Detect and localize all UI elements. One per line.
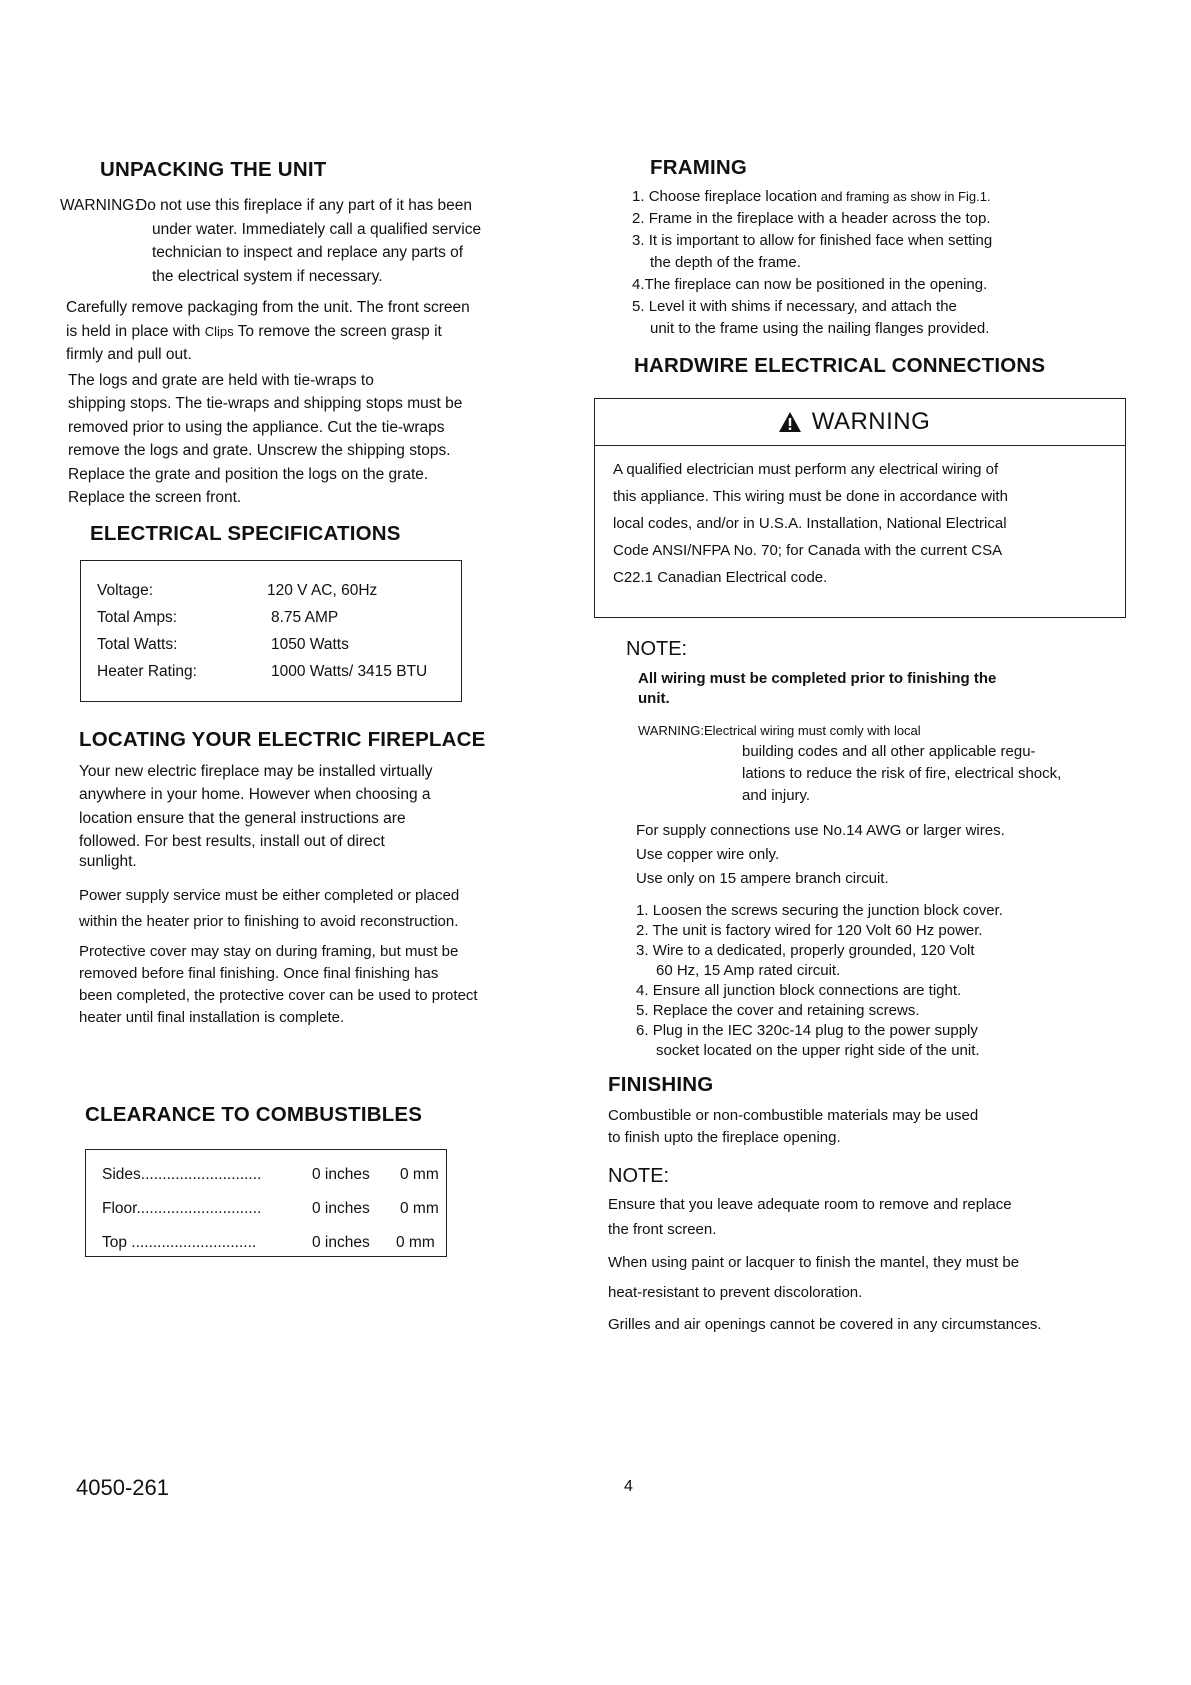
text-line: remove the logs and grate. Unscrew the shipping stops. xyxy=(68,442,451,459)
step-number: 2. xyxy=(636,922,649,939)
wiring-step-cont: socket located on the upper right side of the unit. xyxy=(656,1042,980,1059)
step-number: 4. xyxy=(632,276,645,293)
step-text: It is important to allow for finished face when setting xyxy=(648,232,993,249)
spec-value: 120 V AC, 60Hz xyxy=(267,581,378,599)
note-bold xyxy=(638,669,1131,709)
finishing-paragraph-3 xyxy=(608,1248,1131,1308)
text-line: A qualified electrician must perform any electrical wiring of xyxy=(613,461,999,478)
text-line: and injury. xyxy=(742,787,811,804)
text-line: Code ANSI/NFPA No. 70; for Canada with the current CSA xyxy=(613,542,1003,559)
wiring-step xyxy=(636,921,1131,941)
text-line: Your new electric fireplace may be installed virtually xyxy=(79,762,433,780)
locating-paragraph-2 xyxy=(79,883,580,935)
text-line: heat-resistant to prevent discoloration. xyxy=(608,1284,863,1301)
clearance-label: Sides............................ xyxy=(102,1166,262,1183)
spec-label: Heater Rating: xyxy=(97,662,197,680)
right-column xyxy=(586,158,1131,1340)
text-line: Power supply service must be either completed or placed xyxy=(79,887,460,904)
unpacking-heading: UNPACKING THE UNIT xyxy=(100,158,327,181)
text-line: location ensure that the general instructions are xyxy=(79,809,406,827)
finishing-paragraph-2 xyxy=(608,1192,1131,1242)
step-text: Replace the cover and retaining screws. xyxy=(652,1002,920,1019)
step-number: 6. xyxy=(636,1022,649,1039)
text-line: removed before final finishing. Once final finishing has xyxy=(79,965,439,982)
wiring-step xyxy=(636,981,1131,1001)
wiring-step xyxy=(636,901,1131,921)
warning-body xyxy=(595,446,1125,591)
clearance-mm: 0 mm xyxy=(400,1200,439,1217)
text-line: the front screen. xyxy=(608,1221,717,1238)
step-number: 3. xyxy=(636,942,649,959)
text-line: firmly and pull out. xyxy=(66,346,192,363)
warning-line: Do not use this fireplace if any part of it has been xyxy=(136,197,473,214)
finishing-heading: FINISHING xyxy=(608,1073,714,1096)
document-number: 4050-261 xyxy=(76,1475,169,1500)
warning-box xyxy=(594,398,1126,618)
left-column xyxy=(60,158,580,1257)
locating-paragraph-1 xyxy=(79,760,580,874)
spec-row xyxy=(97,604,461,631)
step-number: 2. xyxy=(632,210,645,227)
text-segment: To remove the screen grasp it xyxy=(233,322,442,340)
spec-label: Total Watts: xyxy=(97,635,178,653)
finishing-paragraph-1 xyxy=(608,1105,1131,1149)
text-line: All wiring must be completed prior to finishing the xyxy=(638,670,997,687)
warning-line: the electrical system if necessary. xyxy=(152,267,383,285)
text-line: removed prior to using the appliance. Cut the tie-wraps xyxy=(68,418,445,436)
spec-row xyxy=(97,577,461,604)
wiring-step xyxy=(636,1001,1131,1021)
step-text: Wire to a dedicated, properly grounded, 120 Volt xyxy=(652,942,975,959)
unpacking-paragraph-2 xyxy=(68,369,580,510)
spec-value: 1050 Watts xyxy=(271,635,349,653)
text-line: Ensure that you leave adequate room to remove and replace xyxy=(608,1196,1012,1213)
text-line: Replace the grate and position the logs on the grate. xyxy=(68,465,429,483)
spec-value: 8.75 AMP xyxy=(271,608,339,626)
framing-list xyxy=(632,186,1131,340)
clearance-row xyxy=(102,1226,446,1260)
locating-heading: LOCATING YOUR ELECTRIC FIREPLACE xyxy=(79,727,486,751)
step-text: Ensure all junction block connections are tight. xyxy=(652,982,962,999)
spec-row xyxy=(97,631,461,658)
step-number: 5. xyxy=(636,1002,649,1019)
clips-word: Clips xyxy=(204,323,234,339)
step-text: Choose fireplace location xyxy=(648,188,818,205)
step-number: 1. xyxy=(636,902,649,919)
electrical-warning xyxy=(638,721,1131,807)
clearance-mm: 0 mm xyxy=(400,1166,439,1183)
clearance-inches: 0 inches xyxy=(312,1166,370,1183)
text-line: Use copper wire only. xyxy=(636,846,780,863)
text-line: Use only on 15 ampere branch circuit. xyxy=(636,870,889,887)
text-line: The logs and grate are held with tie-wraps to xyxy=(68,371,374,389)
framing-step-cont: unit to the frame using the nailing flanges provided. xyxy=(650,320,990,337)
spec-label: Voltage: xyxy=(97,581,154,599)
clearance-label: Floor............................. xyxy=(102,1200,262,1217)
spec-label: Total Amps: xyxy=(97,608,178,626)
text-line: shipping stops. The tie-wraps and shipping stops must be xyxy=(68,395,463,412)
text-line: unit. xyxy=(638,690,670,707)
note-label: NOTE: xyxy=(626,638,688,660)
text-line: Replace the screen front. xyxy=(68,489,242,506)
hardwire-heading: HARDWIRE ELECTRICAL CONNECTIONS xyxy=(634,354,1046,377)
supply-info xyxy=(636,819,1131,891)
step-number: 5. xyxy=(632,298,645,315)
framing-step xyxy=(632,274,1131,296)
warning-label: WARNING:Electrical wiring must comly with local xyxy=(638,723,921,738)
text-line xyxy=(66,320,580,344)
step-text: The fireplace can now be positioned in the opening. xyxy=(644,276,988,293)
warning-triangle-icon xyxy=(778,411,802,433)
wiring-steps xyxy=(636,901,1131,1061)
framing-step xyxy=(632,186,1131,208)
warning-label: WARNING: xyxy=(60,197,139,214)
step-text: The unit is factory wired for 120 Volt 60 Hz power. xyxy=(652,922,983,939)
text-line: Protective cover may stay on during framing, but must be xyxy=(79,943,459,960)
step-number: 1. xyxy=(632,188,645,205)
warning-title: WARNING xyxy=(811,408,931,435)
step-text: Loosen the screws securing the junction block cover. xyxy=(652,902,1003,919)
finishing-note-label: NOTE: xyxy=(608,1165,670,1187)
text-line: followed. For best results, install out of direct xyxy=(79,833,385,850)
step-text: Frame in the fireplace with a header across the top. xyxy=(648,210,991,227)
text-line: this appliance. This wiring must be done in accordance with xyxy=(613,488,1008,505)
framing-step xyxy=(632,230,1131,252)
spec-row xyxy=(97,658,461,685)
unpacking-paragraph-1 xyxy=(66,296,580,367)
text-line: lations to reduce the risk of fire, electrical shock, xyxy=(742,765,1062,782)
text-line: to finish upto the fireplace opening. xyxy=(608,1129,841,1146)
clearance-mm: 0 mm xyxy=(396,1234,435,1251)
text-line: anywhere in your home. However when choosing a xyxy=(79,786,431,803)
text-line: Combustible or non-combustible materials may be used xyxy=(608,1107,979,1124)
text-line: local codes, and/or in U.S.A. Installation, National Electrical xyxy=(613,515,1007,532)
text-line: Carefully remove packaging from the unit. The front screen xyxy=(66,299,470,316)
framing-heading: FRAMING xyxy=(650,156,748,179)
warning-line: under water. Immediately call a qualified service xyxy=(152,220,482,238)
clearance-heading: CLEARANCE TO COMBUSTIBLES xyxy=(85,1103,423,1126)
text-segment: is held in place with xyxy=(66,322,205,340)
page-number: 4 xyxy=(624,1478,633,1495)
text-line: within the heater prior to finishing to avoid reconstruction. xyxy=(79,913,459,930)
step-text: Level it with shims if necessary, and attach the xyxy=(648,298,957,315)
text-line: been completed, the protective cover can be used to protect xyxy=(79,987,478,1004)
clearance-row xyxy=(102,1158,446,1192)
text-line: building codes and all other applicable regu- xyxy=(742,743,1036,760)
clearance-row xyxy=(102,1192,446,1226)
text-line: heater until final installation is complete. xyxy=(79,1009,345,1026)
step-text: Plug in the IEC 320c-14 plug to the power supply xyxy=(652,1022,978,1039)
framing-step-cont: the depth of the frame. xyxy=(650,254,801,271)
step-number: 3. xyxy=(632,232,645,249)
step-number: 4. xyxy=(636,982,649,999)
clearance-inches: 0 inches xyxy=(312,1234,370,1251)
clearance-table xyxy=(85,1149,447,1257)
spec-value: 1000 Watts/ 3415 BTU xyxy=(271,662,428,680)
unpacking-warning xyxy=(60,194,580,288)
warning-line: technician to inspect and replace any parts of xyxy=(152,244,464,261)
clearance-inches: 0 inches xyxy=(312,1200,370,1217)
framing-step xyxy=(632,296,1131,318)
step-text-small: and framing as show in Fig.1. xyxy=(817,189,991,204)
text-line: C22.1 Canadian Electrical code. xyxy=(613,569,828,586)
finishing-paragraph-4: Grilles and air openings cannot be covered in any circumstances. xyxy=(608,1316,1042,1333)
wiring-step xyxy=(636,1021,1131,1041)
wiring-step xyxy=(636,941,1131,961)
framing-step xyxy=(632,208,1131,230)
text-line: sunlight. xyxy=(79,852,137,870)
text-line: When using paint or lacquer to finish the mantel, they must be xyxy=(608,1254,1020,1271)
electrical-heading: ELECTRICAL SPECIFICATIONS xyxy=(90,521,401,545)
wiring-step-cont: 60 Hz, 15 Amp rated circuit. xyxy=(656,962,841,979)
locating-paragraph-3 xyxy=(79,941,580,1029)
text-line: For supply connections use No.14 AWG or larger wires. xyxy=(636,822,1005,839)
warning-box-header xyxy=(595,399,1125,446)
clearance-label: Top ............................. xyxy=(102,1234,257,1251)
electrical-spec-table xyxy=(80,560,462,702)
